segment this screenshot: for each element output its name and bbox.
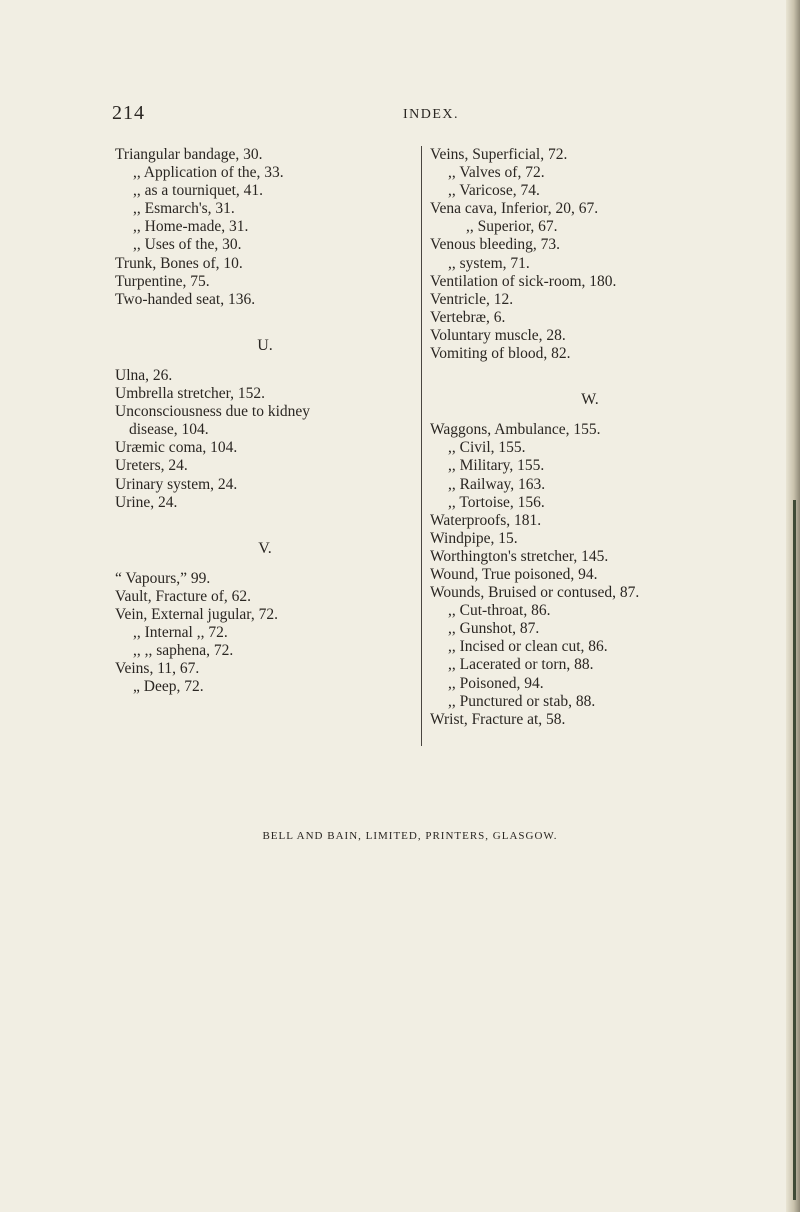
- index-entry: Trunk, Bones of, 10.: [115, 254, 243, 272]
- index-entry: Wound, True poisoned, 94.: [430, 565, 598, 583]
- index-entry: Waggons, Ambulance, 155.: [430, 421, 601, 439]
- index-subentry: ,, Uses of the, 30.: [133, 236, 242, 254]
- index-entry: “ Vapours,” 99.: [115, 569, 211, 587]
- page-number: 214: [112, 102, 145, 124]
- index-entry: Voluntary muscle, 28.: [430, 326, 566, 344]
- index-entry: Vault, Fracture of, 62.: [115, 587, 252, 605]
- index-subentry: ,, Application of the, 33.: [133, 164, 284, 182]
- section-letter-heading: W.: [581, 391, 599, 409]
- index-subentry: ,, Superior, 67.: [466, 218, 558, 236]
- section-letter-heading: V.: [258, 539, 272, 557]
- index-subentry: ,, Tortoise, 156.: [448, 493, 545, 511]
- index-entry: Turpentine, 75.: [115, 272, 210, 290]
- index-column-left: [115, 146, 415, 696]
- running-head: INDEX.: [403, 107, 460, 122]
- index-subentry: ,, Cut-throat, 86.: [448, 602, 551, 620]
- index-entry: Ulna, 26.: [115, 366, 173, 384]
- index-entry: Unconsciousness due to kidney: [115, 403, 311, 421]
- column-divider: [421, 146, 422, 746]
- index-entry: Uræmic coma, 104.: [115, 439, 238, 457]
- index-subentry: ,, Military, 155.: [448, 457, 545, 475]
- index-subentry: „ Deep, 72.: [133, 678, 204, 696]
- index-entry: Windpipe, 15.: [430, 529, 518, 547]
- index-subentry: ,, Home-made, 31.: [133, 218, 249, 236]
- index-subentry: ,, as a tourniquet, 41.: [133, 182, 264, 200]
- index-entry: Ventilation of sick-room, 180.: [430, 272, 617, 290]
- index-subentry: ,, ,, saphena, 72.: [133, 642, 234, 660]
- index-entry: Vein, External jugular, 72.: [115, 605, 278, 623]
- index-entry: Ureters, 24.: [115, 457, 188, 475]
- index-subentry: ,, Lacerated or torn, 88.: [448, 656, 594, 674]
- printer-imprint: BELL AND BAIN, LIMITED, PRINTERS, GLASGOW.: [262, 830, 558, 842]
- index-entry: Triangular bandage, 30.: [115, 146, 263, 163]
- index-subentry: ,, Esmarch's, 31.: [133, 200, 235, 218]
- index-entry: Wounds, Bruised or contused, 87.: [430, 584, 640, 602]
- index-entry: Umbrella stretcher, 152.: [115, 385, 266, 403]
- index-entry: Venous bleeding, 73.: [430, 236, 561, 254]
- index-subentry: ,, Internal ,, 72.: [133, 624, 228, 642]
- index-entry: Urinary system, 24.: [115, 475, 238, 493]
- index-subentry: ,, Valves of, 72.: [448, 164, 545, 182]
- index-column-right: [430, 146, 790, 729]
- index-subentry: ,, Incised or clean cut, 86.: [448, 638, 608, 656]
- index-entry: Veins, Superficial, 72.: [430, 146, 568, 163]
- page-edge-shadow: [793, 500, 796, 1200]
- index-subentry: ,, system, 71.: [448, 254, 530, 272]
- index-subentry: ,, Railway, 163.: [448, 475, 546, 493]
- index-entry: Ventricle, 12.: [430, 290, 514, 308]
- index-entry: Vertebræ, 6.: [430, 308, 506, 326]
- index-subentry: ,, Punctured or stab, 88.: [448, 692, 596, 710]
- index-subentry: ,, Poisoned, 94.: [448, 674, 544, 692]
- index-entry: Vena cava, Inferior, 20, 67.: [430, 200, 599, 218]
- index-subentry: ,, Gunshot, 87.: [448, 620, 540, 638]
- index-entry: Two-handed seat, 136.: [115, 290, 256, 308]
- index-subentry: ,, Civil, 155.: [448, 439, 526, 457]
- index-entry: Urine, 24.: [115, 493, 178, 511]
- index-entry-continuation: disease, 104.: [129, 421, 209, 439]
- index-entry: Veins, 11, 67.: [115, 660, 200, 678]
- index-entry: Worthington's stretcher, 145.: [430, 547, 609, 565]
- index-entry: Waterproofs, 181.: [430, 511, 542, 529]
- index-entry: Vomiting of blood, 82.: [430, 345, 571, 363]
- index-subentry: ,, Varicose, 74.: [448, 182, 540, 200]
- section-letter-heading: U.: [257, 336, 273, 354]
- index-entry: Wrist, Fracture at, 58.: [430, 710, 566, 728]
